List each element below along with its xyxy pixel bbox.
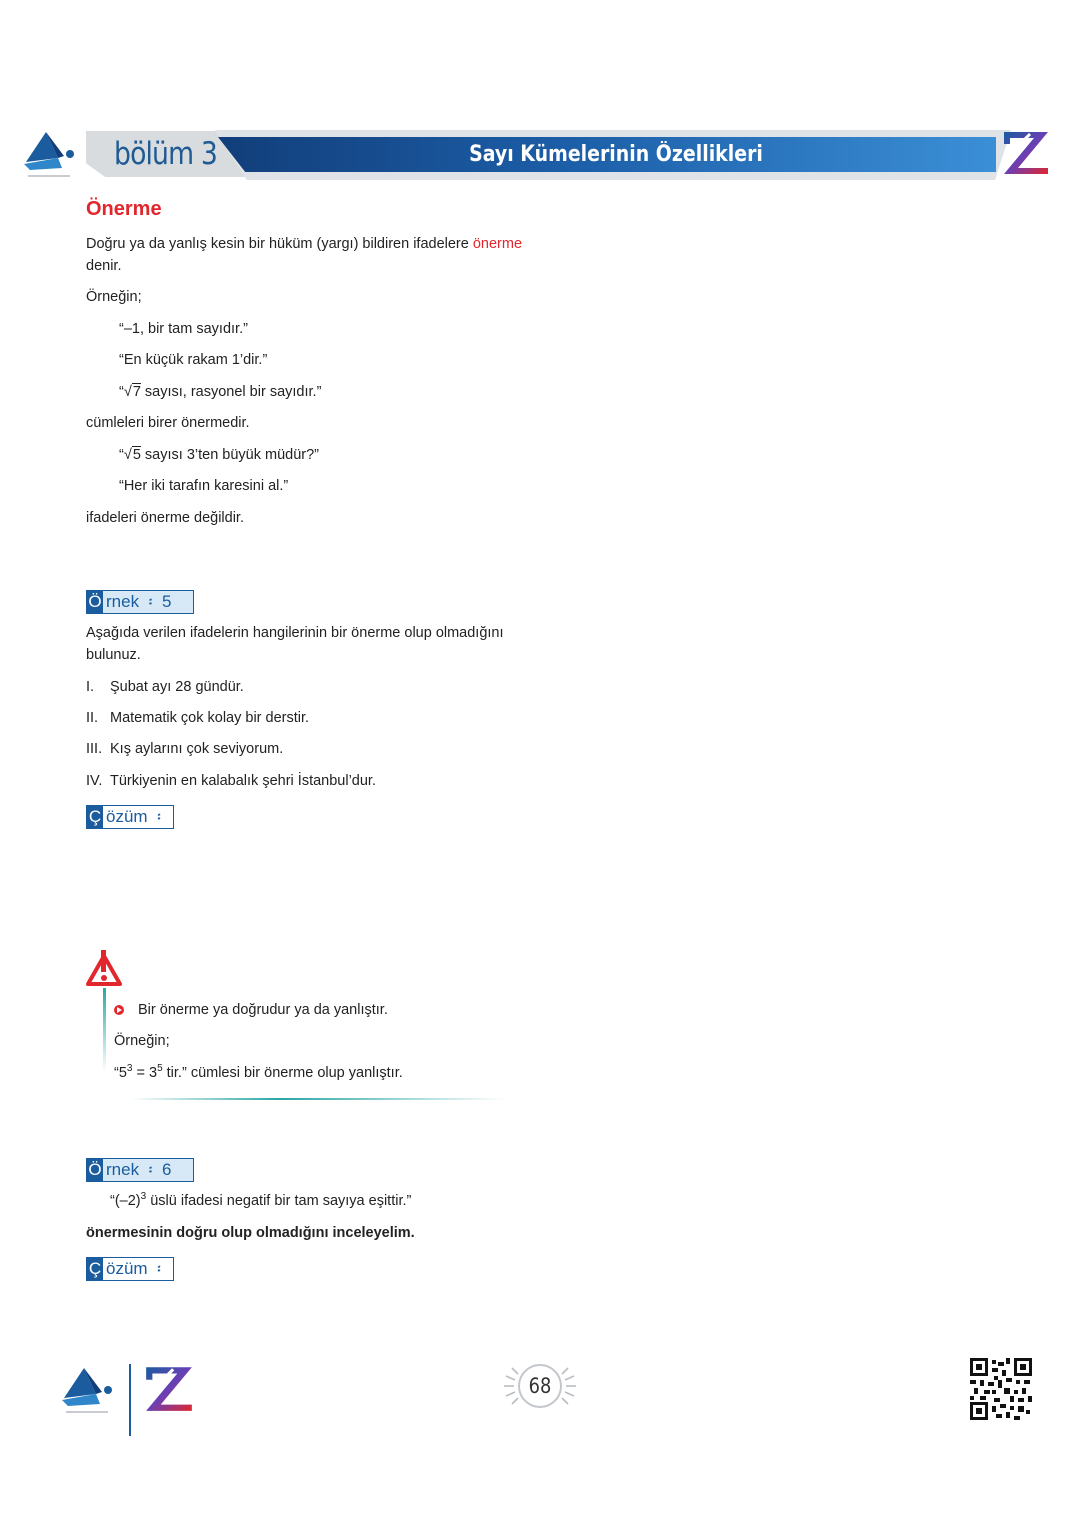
divider [130,1098,505,1100]
example-5-question [86,622,526,666]
warning-line-1: Bir önerme ya doğrudur ya da yanlıştır. [138,1002,388,1018]
radical-sign-icon: √ [123,447,132,463]
list-item [86,738,283,760]
example-5-question-line-1: Aşağıda verilen ifadelerin hangilerinin bir önerme olup olmadığını [86,625,504,641]
example-intro: Örneğin; [86,289,142,305]
solution-6-label [86,1257,174,1281]
definition-end: denir. [86,258,122,274]
propositions-conclusion: cümleleri birer önermedir. [86,415,250,431]
definition-text: Doğru ya da yanlış kesin bir hüküm (yargı) bildiren ifadelere [86,236,473,252]
non-proposition-2: “Her iki tarafın karesini al.” [119,478,289,494]
list-item-number: I. [86,679,95,695]
example-6-statement-text: üslü ifadesi negatif bir tam sayıya eşittir.” [146,1193,412,1209]
warning-line-3 [114,1062,403,1084]
qr-code-icon[interactable] [970,1358,1032,1420]
example-5-label-initial: Ö [88,592,102,611]
proposition-2: “En küçük rakam 1’dir.” [119,352,268,368]
solution-6-label-initial: Ç [88,1259,102,1278]
proposition-3-radicand: 7 [132,384,141,400]
list-item-text: Türkiyenin en kalabalık şehri İstanbul’dur. [110,773,376,789]
list-item [86,676,244,698]
list-item-number: II. [86,710,99,726]
non-proposition-1-quote: “ [119,447,124,463]
bullet-icon [113,1004,125,1016]
publisher-logo-icon [18,126,78,182]
section-title: Önerme [86,198,162,220]
example-5-label-text: rnek ፡ 5 [106,592,172,611]
z-brand-logo-icon [1000,128,1052,176]
page-title: Sayı Kümelerinin Özellikleri [469,142,763,167]
warning-line-2: Örneğin; [114,1033,170,1049]
chapter-label: bölüm 3 [114,136,217,172]
example-5-label [86,590,194,614]
example-6-label-text: rnek ፡ 6 [106,1160,172,1179]
warning-equals: = 3 [132,1065,158,1081]
list-item [86,707,309,729]
proposition-3-text: sayısı, rasyonel bir sayıdır.” [140,384,322,400]
footer-publisher-logo-icon [54,1362,118,1418]
solution-5-label-initial: Ç [88,807,102,826]
definition-paragraph [86,233,526,277]
example-5-question-line-2: bulunuz. [86,647,141,663]
example-6-exponent: 3 [140,1191,147,1203]
radical-sign-icon: √ [123,384,132,400]
proposition-3-quote: “ [119,384,124,400]
warning-exponent-1: 3 [126,1063,133,1075]
proposition-1: “–1, bir tam sayıdır.” [119,321,248,337]
non-proposition-1 [119,444,319,466]
example-6-task: önermesinin doğru olup olmadığını inceleyelim. [86,1225,415,1241]
list-item-text: Matematik çok kolay bir derstir. [110,710,310,726]
non-proposition-1-radicand: 5 [132,447,141,463]
page-number: 68 [528,1374,552,1398]
solution-5-label [86,805,174,829]
non-propositions-conclusion: ifadeleri önerme değildir. [86,510,244,526]
warning-text: tir.” cümlesi bir önerme olup yanlıştır. [162,1065,403,1081]
warning-base: “5 [114,1065,127,1081]
list-item [86,770,376,792]
example-6-label [86,1158,194,1182]
proposition-3 [119,381,321,403]
footer-z-logo-icon [142,1362,196,1414]
solution-5-label-text: özüm ፡ [106,807,162,826]
list-item-text: Şubat ayı 28 gündür. [110,679,244,695]
example-6-label-initial: Ö [88,1160,102,1179]
list-item-number: III. [86,741,103,757]
footer-separator [129,1364,131,1436]
solution-6-label-text: özüm ፡ [106,1259,162,1278]
example-6-base: “(–2) [110,1193,141,1209]
list-item-text: Kış aylarını çok seviyorum. [110,741,284,757]
list-item-number: IV. [86,773,103,789]
non-proposition-1-text: sayısı 3’ten büyük müdür?” [140,447,320,463]
warning-exponent-2: 5 [157,1063,163,1075]
definition-term: önerme [472,236,523,252]
example-6-statement [110,1190,411,1212]
